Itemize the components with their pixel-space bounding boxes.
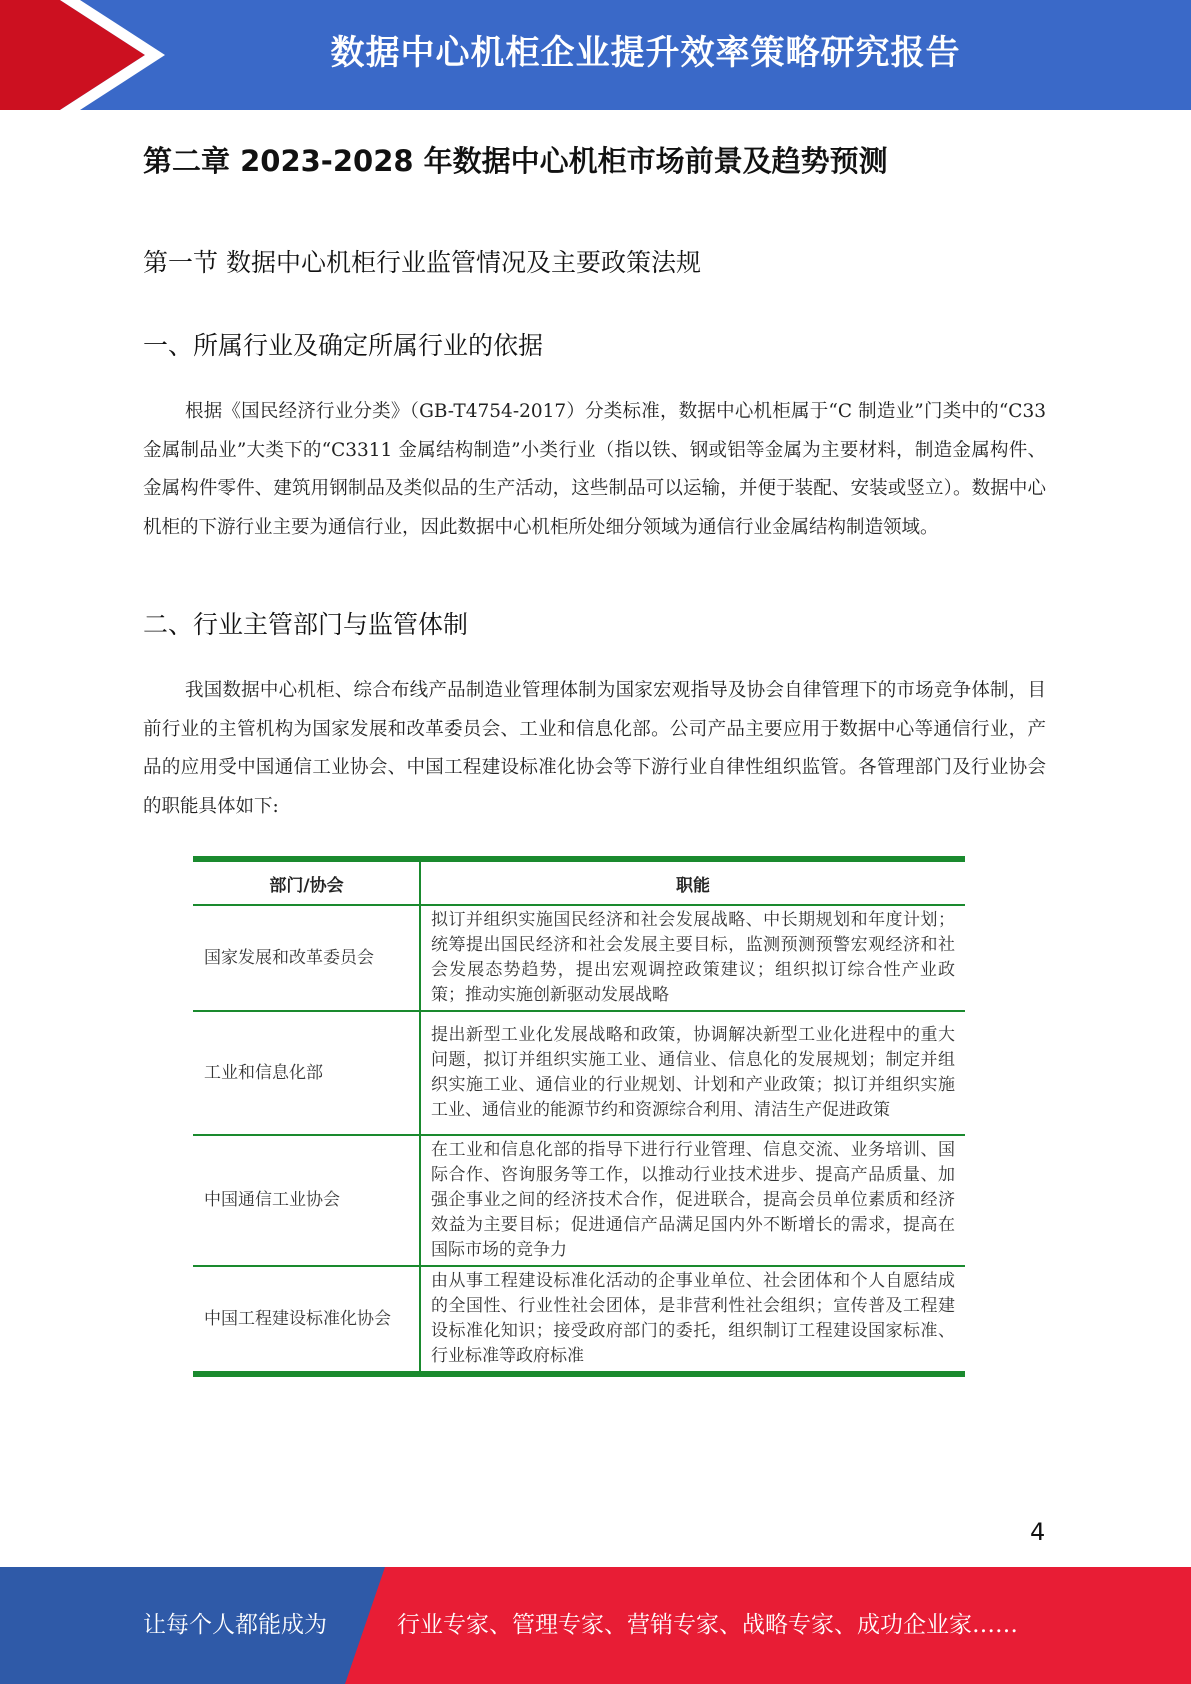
table-row (193, 1011, 965, 1135)
table-cell-dept: 工业和信息化部 (193, 1011, 420, 1135)
table-header-dept: 部门/协会 (193, 859, 420, 905)
page-header (0, 0, 1191, 110)
table-cell-dept: 中国工程建设标准化协会 (193, 1266, 420, 1374)
subsection-title-1: 一、所属行业及确定所属行业的依据 (143, 331, 544, 360)
page-footer (0, 1567, 1191, 1684)
table-header-duty: 职能 (420, 859, 965, 905)
table-cell-dept: 中国通信工业协会 (193, 1135, 420, 1266)
table-cell-duty: 提出新型工业化发展战略和政策，协调解决新型工业化进程中的重大问题，拟订并组织实施工业、通信业、信息化的发展规划；制定并组织实施工业、通信业的行业规划、计划和产业政策；拟订并组织实施工业、通信业的能源节约和资源综合利用、清洁生产促进政策 (420, 1011, 965, 1135)
table-row (193, 905, 965, 1011)
table-cell-duty: 由从事工程建设标准化活动的企事业单位、社会团体和个人自愿结成的全国性、行业性社会团体，是非营利性社会组织；宣传普及工程建设标准化知识；接受政府部门的委托，组织制订工程建设国家标准、行业标准等政府标准 (431, 1271, 955, 1366)
regulators-table (193, 856, 965, 1377)
paragraph-industry-classification: 根据《国民经济行业分类》（GB-T4754-2017）分类标准，数据中心机柜属于“C 制造业”门类中的“C33 金属制品业”大类下的“C3311 金属结构制造”小类行业（指以铁、钢或铝等金属为主要材料，制造金属构件、金属构件零件、建筑用钢制品及类似品的生产活动，这些制品可以运输，并便于装配、安装或竖立）。数据中心机柜的下游行业主要为通信行业，因此数据中心机柜所处细分领域为通信行业金属结构制造领域。 (143, 401, 1046, 538)
paragraph-regulatory-system: 我国数据中心机柜、综合布线产品制造业管理体制为国家宏观指导及协会自律管理下的市场竞争体制，目前行业的主管机构为国家发展和改革委员会、工业和信息化部。公司产品主要应用于数据中心等通信行业，产品的应用受中国通信工业协会、中国工程建设标准化协会等下游行业自律性组织监管。各管理部门及行业协会的职能具体如下: (143, 680, 1046, 817)
table-row (193, 1266, 965, 1374)
chapter-title: 第二章 2023-2028 年数据中心机柜市场前景及趋势预测 (143, 144, 888, 178)
table-cell-duty: 拟订并组织实施国民经济和社会发展战略、中长期规划和年度计划；统筹提出国民经济和社会发展主要目标，监测预测预警宏观经济和社会发展态势趋势，提出宏观调控政策建议；组织拟订综合性产业政策；推动实施创新驱动发展战略 (420, 905, 965, 1011)
footer-slogan-left: 让每个人都能成为 (143, 1612, 327, 1638)
table-cell-dept: 国家发展和改革委员会 (193, 905, 420, 1011)
table-header-row (193, 859, 965, 905)
table-cell-duty: 在工业和信息化部的指导下进行行业管理、信息交流、业务培训、国际合作、咨询服务等工作，以推动行业技术进步、提高产品质量、加强企事业之间的经济技术合作，促进联合，提高会员单位素质和经济效益为主要目标；促进通信产品满足国内外不断增长的需求，提高在国际市场的竞争力 (420, 1135, 965, 1266)
footer-slogan-right: 行业专家、管理专家、营销专家、战略专家、成功企业家…… (397, 1612, 1018, 1638)
header-title: 数据中心机柜企业提升效率策略研究报告 (330, 33, 961, 73)
section-title: 第一节 数据中心机柜行业监管情况及主要政策法规 (143, 248, 701, 277)
subsection-title-2: 二、行业主管部门与监管体制 (143, 610, 469, 639)
page-number: 4 (1030, 1518, 1046, 1546)
table-row (193, 1135, 965, 1266)
